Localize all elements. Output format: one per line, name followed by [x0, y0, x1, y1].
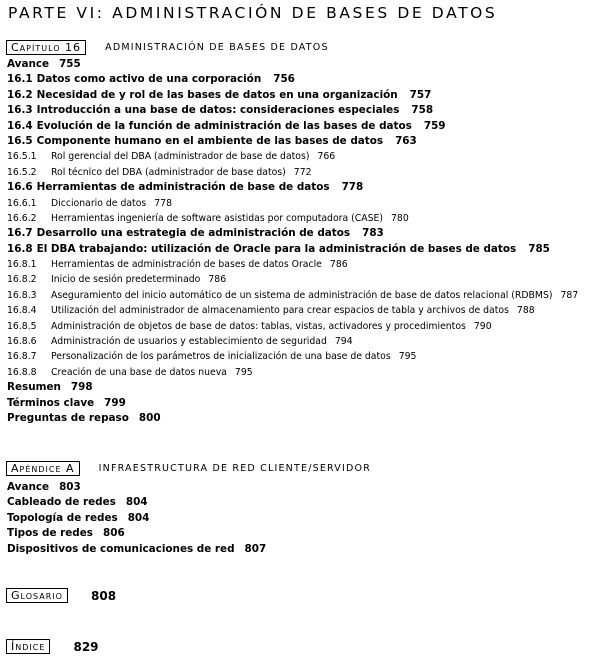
entry-number: 16.5.2	[7, 166, 37, 178]
toc-entry	[7, 288, 599, 303]
chapter-header	[6, 37, 329, 56]
toc-entry	[7, 303, 599, 318]
entry-page: 795	[234, 366, 253, 378]
entry-page: 806	[102, 527, 125, 540]
entry-page: 757	[409, 88, 432, 101]
entry-number: 16.8.6	[7, 336, 37, 348]
entry-number: 16.8.5	[7, 320, 37, 332]
toc-entry	[7, 180, 599, 195]
entry-page: 799	[104, 396, 126, 409]
chapter-entries	[7, 57, 599, 426]
glossary-label: Glosario	[6, 588, 68, 603]
toc-entry	[7, 380, 599, 395]
index-page: 829	[73, 639, 99, 654]
entry-title: Administración de objetos de base de datos: tablas, vistas, activadores y procedimientos	[51, 320, 466, 332]
entry-title: Personalización de los parámetros de inicialización de una base de datos	[51, 351, 391, 363]
entry-page: 763	[395, 134, 417, 147]
entry-page: 766	[317, 151, 336, 163]
entry-page: 786	[329, 259, 348, 271]
entry-page: 780	[390, 212, 409, 224]
entry-title: Topología de redes	[7, 511, 118, 524]
entry-title: Rol gerencial del DBA (administrador de base de datos)	[51, 151, 310, 163]
toc-entry	[7, 542, 599, 557]
toc-entry	[7, 349, 599, 364]
toc-entry	[7, 511, 599, 526]
chapter-label: Capítulo 16	[6, 40, 86, 55]
entry-title: Desarrollo una estrategia de administración de datos	[36, 227, 351, 240]
toc-entry	[7, 149, 599, 164]
entry-number: 16.8.2	[7, 274, 37, 286]
glossary-header	[6, 585, 116, 604]
index-header	[6, 636, 99, 655]
entry-page: 790	[473, 320, 492, 332]
toc-entry	[7, 365, 599, 380]
toc-entry	[7, 72, 599, 87]
entry-number: 16.8.3	[7, 289, 37, 301]
entry-page: 785	[528, 242, 550, 255]
entry-page: 772	[293, 166, 312, 178]
toc-entry	[7, 196, 599, 211]
index-label: Índice	[6, 639, 50, 654]
entry-page: 807	[244, 542, 267, 555]
entry-page: 755	[59, 58, 81, 70]
glossary-page: 808	[91, 588, 117, 603]
entry-number: 16.8	[7, 242, 33, 255]
entry-number: 16.6	[7, 181, 33, 194]
entry-title: Herramientas de administración de bases de datos Oracle	[51, 259, 322, 271]
entry-number: 16.8.7	[7, 351, 37, 363]
entry-number: 16.3	[7, 104, 33, 117]
toc-entry	[7, 57, 599, 72]
toc-entry	[7, 226, 599, 241]
entry-page: 794	[334, 336, 353, 348]
entry-title: Utilización del administrador de almacenamiento para crear espacios de tabla y archivos de datos	[51, 305, 509, 317]
entry-page: 787	[560, 289, 579, 301]
part-title: PARTE VI: ADMINISTRACIÓN DE BASES DE DATOS	[8, 4, 498, 22]
entry-page: 804	[125, 496, 148, 509]
toc-entry	[7, 119, 599, 134]
entry-page: 795	[398, 351, 417, 363]
entry-title: Cableado de redes	[7, 496, 116, 509]
entry-page: 803	[59, 481, 81, 493]
entry-title: Herramientas de administración de base de datos	[36, 181, 330, 194]
entry-number: 16.6.1	[7, 197, 37, 209]
entry-title: Avance	[7, 481, 50, 493]
toc-entry	[7, 242, 599, 257]
entry-number: 16.1	[7, 73, 33, 86]
chapter-title: ADMINISTRACIÓN DE BASES DE DATOS	[105, 42, 329, 53]
toc-entry	[7, 526, 599, 541]
entry-number: 16.6.2	[7, 212, 37, 224]
entry-number: 16.2	[7, 88, 33, 101]
entry-number: 16.5	[7, 134, 33, 147]
entry-page: 756	[273, 73, 295, 86]
toc-entry	[7, 88, 599, 103]
entry-title: Aseguramiento del inicio automático de un sistema de administración de base de datos relacional (RDBMS)	[51, 289, 553, 301]
entry-page: 778	[341, 181, 364, 194]
entry-title: Herramientas ingeniería de software asistidas por computadora (CASE)	[51, 212, 383, 224]
appendix-label: Apéndice A	[6, 461, 80, 476]
entry-page: 783	[362, 227, 384, 240]
entry-title: Necesidad de y rol de las bases de datos en una organización	[36, 88, 398, 101]
entry-title: Dispositivos de comunicaciones de red	[7, 542, 235, 555]
toc-entry	[7, 257, 599, 272]
entry-title: Inicio de sesión predeterminado	[51, 274, 201, 286]
entry-page: 798	[70, 381, 93, 394]
entry-page: 804	[127, 511, 150, 524]
toc-entry	[7, 396, 599, 411]
entry-title: Componente humano en el ambiente de las bases de datos	[36, 134, 384, 147]
entry-page: 786	[208, 274, 227, 286]
toc-entry	[7, 272, 599, 287]
toc-entry	[7, 411, 599, 426]
entry-title: Introducción a una base de datos: consideraciones especiales	[36, 104, 400, 117]
entry-title: Avance	[7, 58, 50, 70]
toc-entry	[7, 319, 599, 334]
entry-title: Tipos de redes	[7, 527, 93, 540]
toc-entry	[7, 480, 599, 495]
entry-number: 16.4	[7, 119, 33, 132]
entry-title: Términos clave	[7, 396, 95, 409]
entry-number: 16.8.1	[7, 259, 37, 271]
toc-entry	[7, 134, 599, 149]
toc-entry	[7, 103, 599, 118]
entry-number: 16.7	[7, 227, 33, 240]
appendix-header	[6, 458, 371, 477]
entry-title: El DBA trabajando: utilización de Oracle para la administración de bases de datos	[36, 242, 517, 255]
entry-page: 788	[516, 305, 535, 317]
entry-title: Resumen	[7, 381, 61, 394]
entry-title: Preguntas de repaso	[7, 411, 129, 424]
entry-title: Evolución de la función de administración de las bases de datos	[36, 119, 412, 132]
appendix-title: INFRAESTRUCTURA DE RED CLIENTE/SERVIDOR	[98, 463, 371, 474]
entry-page: 800	[138, 411, 161, 424]
entry-number: 16.8.4	[7, 305, 37, 317]
entry-number: 16.8.8	[7, 366, 37, 378]
entry-title: Datos como activo de una corporación	[36, 73, 262, 86]
toc-entry	[7, 334, 599, 349]
entry-page: 758	[411, 104, 434, 117]
entry-title: Rol técnico del DBA (administrador de base datos)	[51, 166, 286, 178]
toc-entry	[7, 211, 599, 226]
entry-number: 16.5.1	[7, 151, 37, 163]
entry-title: Creación de una base de datos nueva	[51, 366, 227, 378]
entry-title: Administración de usuarios y establecimiento de seguridad	[51, 336, 327, 348]
toc-entry	[7, 495, 599, 510]
entry-page: 759	[423, 119, 446, 132]
toc-entry	[7, 165, 599, 180]
entry-title: Diccionario de datos	[51, 197, 147, 209]
entry-page: 778	[154, 197, 172, 209]
appendix-entries	[7, 480, 599, 557]
